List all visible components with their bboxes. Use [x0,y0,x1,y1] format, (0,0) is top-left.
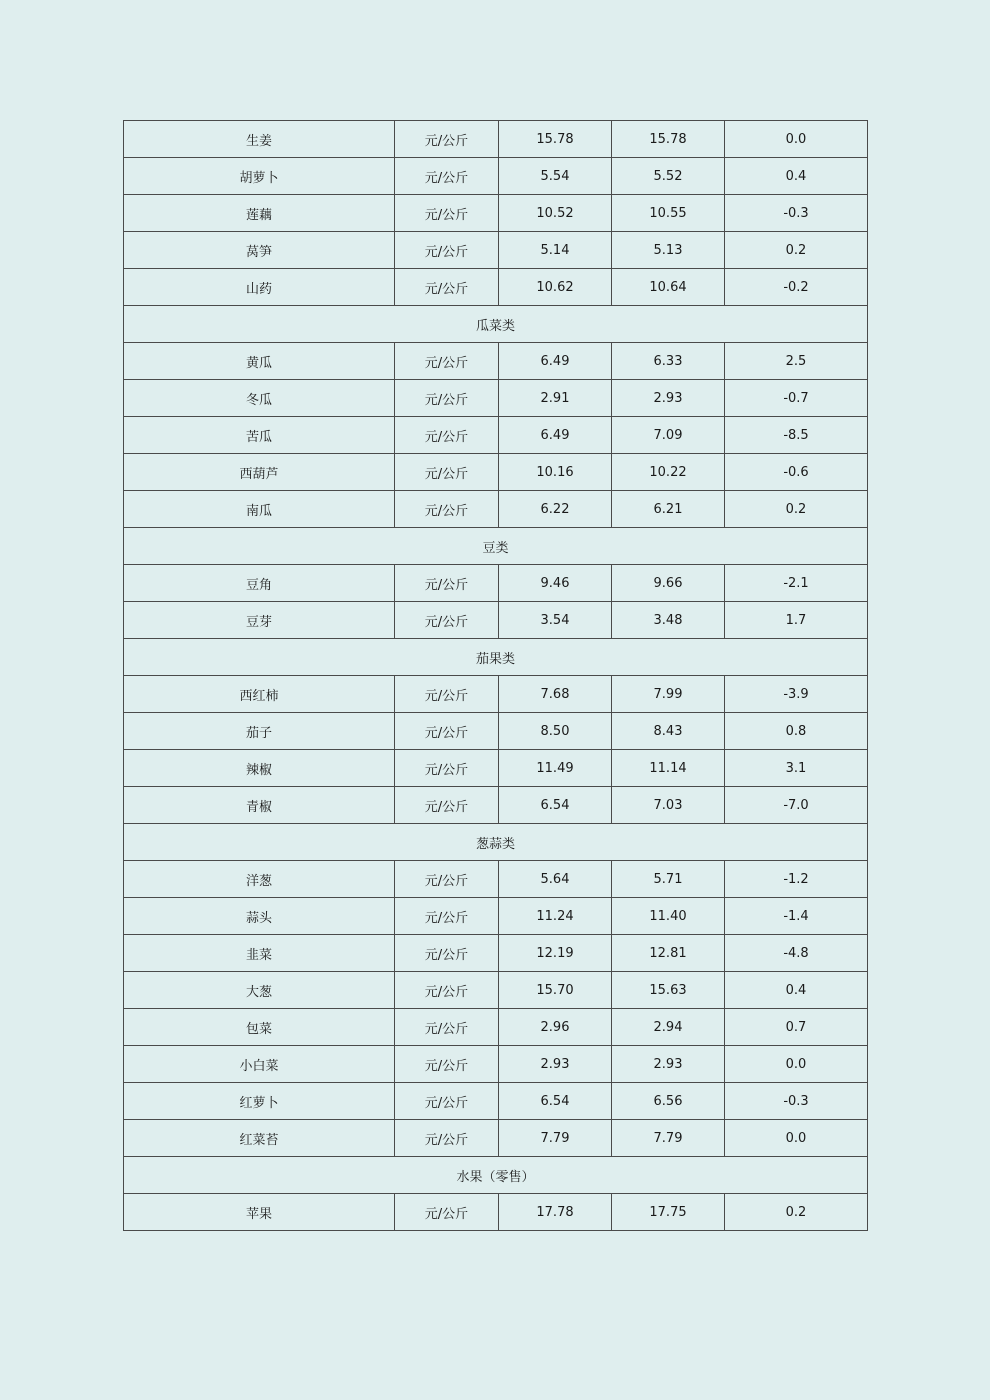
current-price-cell: 6.49 [499,343,612,380]
item-name-cell: 包菜 [124,1009,395,1046]
previous-price-cell: 9.66 [612,565,725,602]
current-price-cell: 10.16 [499,454,612,491]
table-row [124,602,868,639]
category-title: 瓜菜类 [124,306,868,343]
current-price-cell: 15.78 [499,121,612,158]
item-name-cell: 大葱 [124,972,395,1009]
change-percent-cell: 0.0 [725,121,868,158]
item-name-cell: 胡萝卜 [124,158,395,195]
item-name-cell: 红菜苔 [124,1120,395,1157]
unit-cell: 元/公斤 [395,417,499,454]
change-percent-cell: 0.4 [725,158,868,195]
table-row [124,750,868,787]
table-row [124,417,868,454]
change-percent-cell: -3.9 [725,676,868,713]
change-percent-cell: -4.8 [725,935,868,972]
change-percent-cell: -8.5 [725,417,868,454]
category-row [124,639,868,676]
change-percent-cell: 0.2 [725,491,868,528]
change-percent-cell: -0.3 [725,1083,868,1120]
item-name-cell: 西红柿 [124,676,395,713]
unit-cell: 元/公斤 [395,232,499,269]
change-percent-cell: -2.1 [725,565,868,602]
current-price-cell: 10.52 [499,195,612,232]
price-table [123,120,868,1231]
table-row [124,158,868,195]
current-price-cell: 11.49 [499,750,612,787]
unit-cell: 元/公斤 [395,787,499,824]
table-row [124,565,868,602]
change-percent-cell: -0.2 [725,269,868,306]
category-title: 水果（零售） [124,1157,868,1194]
previous-price-cell: 17.75 [612,1194,725,1231]
item-name-cell: 苦瓜 [124,417,395,454]
table-row [124,121,868,158]
table-row [124,713,868,750]
change-percent-cell: 0.8 [725,713,868,750]
table-row [124,1046,868,1083]
category-title: 豆类 [124,528,868,565]
table-row [124,1120,868,1157]
table-row [124,232,868,269]
table-row [124,491,868,528]
item-name-cell: 苹果 [124,1194,395,1231]
item-name-cell: 红萝卜 [124,1083,395,1120]
item-name-cell: 黄瓜 [124,343,395,380]
previous-price-cell: 15.63 [612,972,725,1009]
previous-price-cell: 2.93 [612,1046,725,1083]
previous-price-cell: 7.99 [612,676,725,713]
current-price-cell: 2.93 [499,1046,612,1083]
current-price-cell: 6.54 [499,1083,612,1120]
change-percent-cell: 0.2 [725,1194,868,1231]
unit-cell: 元/公斤 [395,343,499,380]
previous-price-cell: 10.55 [612,195,725,232]
unit-cell: 元/公斤 [395,935,499,972]
category-row [124,1157,868,1194]
current-price-cell: 15.70 [499,972,612,1009]
previous-price-cell: 11.40 [612,898,725,935]
category-title: 茄果类 [124,639,868,676]
change-percent-cell: 3.1 [725,750,868,787]
previous-price-cell: 5.13 [612,232,725,269]
change-percent-cell: -0.7 [725,380,868,417]
change-percent-cell: 2.5 [725,343,868,380]
current-price-cell: 17.78 [499,1194,612,1231]
item-name-cell: 南瓜 [124,491,395,528]
current-price-cell: 7.68 [499,676,612,713]
previous-price-cell: 11.14 [612,750,725,787]
category-title: 葱蒜类 [124,824,868,861]
table-row [124,1194,868,1231]
change-percent-cell: -0.6 [725,454,868,491]
unit-cell: 元/公斤 [395,602,499,639]
category-row [124,306,868,343]
unit-cell: 元/公斤 [395,676,499,713]
previous-price-cell: 7.03 [612,787,725,824]
previous-price-cell: 6.21 [612,491,725,528]
change-percent-cell: 0.7 [725,1009,868,1046]
item-name-cell: 冬瓜 [124,380,395,417]
previous-price-cell: 2.94 [612,1009,725,1046]
previous-price-cell: 5.52 [612,158,725,195]
current-price-cell: 9.46 [499,565,612,602]
unit-cell: 元/公斤 [395,1046,499,1083]
table-row [124,676,868,713]
item-name-cell: 西葫芦 [124,454,395,491]
unit-cell: 元/公斤 [395,972,499,1009]
table-row [124,1083,868,1120]
previous-price-cell: 10.64 [612,269,725,306]
previous-price-cell: 3.48 [612,602,725,639]
previous-price-cell: 5.71 [612,861,725,898]
current-price-cell: 6.22 [499,491,612,528]
unit-cell: 元/公斤 [395,750,499,787]
current-price-cell: 12.19 [499,935,612,972]
current-price-cell: 7.79 [499,1120,612,1157]
table-row [124,935,868,972]
item-name-cell: 韭菜 [124,935,395,972]
change-percent-cell: 1.7 [725,602,868,639]
current-price-cell: 10.62 [499,269,612,306]
change-percent-cell: -1.2 [725,861,868,898]
current-price-cell: 5.64 [499,861,612,898]
item-name-cell: 辣椒 [124,750,395,787]
previous-price-cell: 6.56 [612,1083,725,1120]
previous-price-cell: 6.33 [612,343,725,380]
current-price-cell: 6.49 [499,417,612,454]
change-percent-cell: 0.0 [725,1120,868,1157]
item-name-cell: 莴笋 [124,232,395,269]
previous-price-cell: 7.79 [612,1120,725,1157]
change-percent-cell: 0.2 [725,232,868,269]
table-row [124,972,868,1009]
item-name-cell: 青椒 [124,787,395,824]
table-row [124,269,868,306]
item-name-cell: 小白菜 [124,1046,395,1083]
unit-cell: 元/公斤 [395,713,499,750]
table-row [124,454,868,491]
unit-cell: 元/公斤 [395,121,499,158]
unit-cell: 元/公斤 [395,380,499,417]
previous-price-cell: 8.43 [612,713,725,750]
unit-cell: 元/公斤 [395,269,499,306]
current-price-cell: 6.54 [499,787,612,824]
unit-cell: 元/公斤 [395,898,499,935]
unit-cell: 元/公斤 [395,491,499,528]
previous-price-cell: 15.78 [612,121,725,158]
item-name-cell: 蒜头 [124,898,395,935]
change-percent-cell: -0.3 [725,195,868,232]
table-row [124,1009,868,1046]
current-price-cell: 8.50 [499,713,612,750]
table-row [124,380,868,417]
item-name-cell: 洋葱 [124,861,395,898]
current-price-cell: 11.24 [499,898,612,935]
table-row [124,787,868,824]
previous-price-cell: 10.22 [612,454,725,491]
unit-cell: 元/公斤 [395,1194,499,1231]
unit-cell: 元/公斤 [395,195,499,232]
unit-cell: 元/公斤 [395,454,499,491]
unit-cell: 元/公斤 [395,1083,499,1120]
current-price-cell: 5.14 [499,232,612,269]
table-row [124,861,868,898]
item-name-cell: 莲藕 [124,195,395,232]
change-percent-cell: -1.4 [725,898,868,935]
previous-price-cell: 12.81 [612,935,725,972]
item-name-cell: 豆角 [124,565,395,602]
unit-cell: 元/公斤 [395,158,499,195]
unit-cell: 元/公斤 [395,1009,499,1046]
table-row [124,343,868,380]
current-price-cell: 3.54 [499,602,612,639]
category-row [124,824,868,861]
table-row [124,195,868,232]
change-percent-cell: -7.0 [725,787,868,824]
previous-price-cell: 7.09 [612,417,725,454]
current-price-cell: 2.91 [499,380,612,417]
unit-cell: 元/公斤 [395,1120,499,1157]
unit-cell: 元/公斤 [395,565,499,602]
table-row [124,898,868,935]
price-table-body [124,121,868,1231]
previous-price-cell: 2.93 [612,380,725,417]
item-name-cell: 生姜 [124,121,395,158]
change-percent-cell: 0.4 [725,972,868,1009]
category-row [124,528,868,565]
item-name-cell: 山药 [124,269,395,306]
item-name-cell: 茄子 [124,713,395,750]
current-price-cell: 5.54 [499,158,612,195]
unit-cell: 元/公斤 [395,861,499,898]
change-percent-cell: 0.0 [725,1046,868,1083]
item-name-cell: 豆芽 [124,602,395,639]
current-price-cell: 2.96 [499,1009,612,1046]
